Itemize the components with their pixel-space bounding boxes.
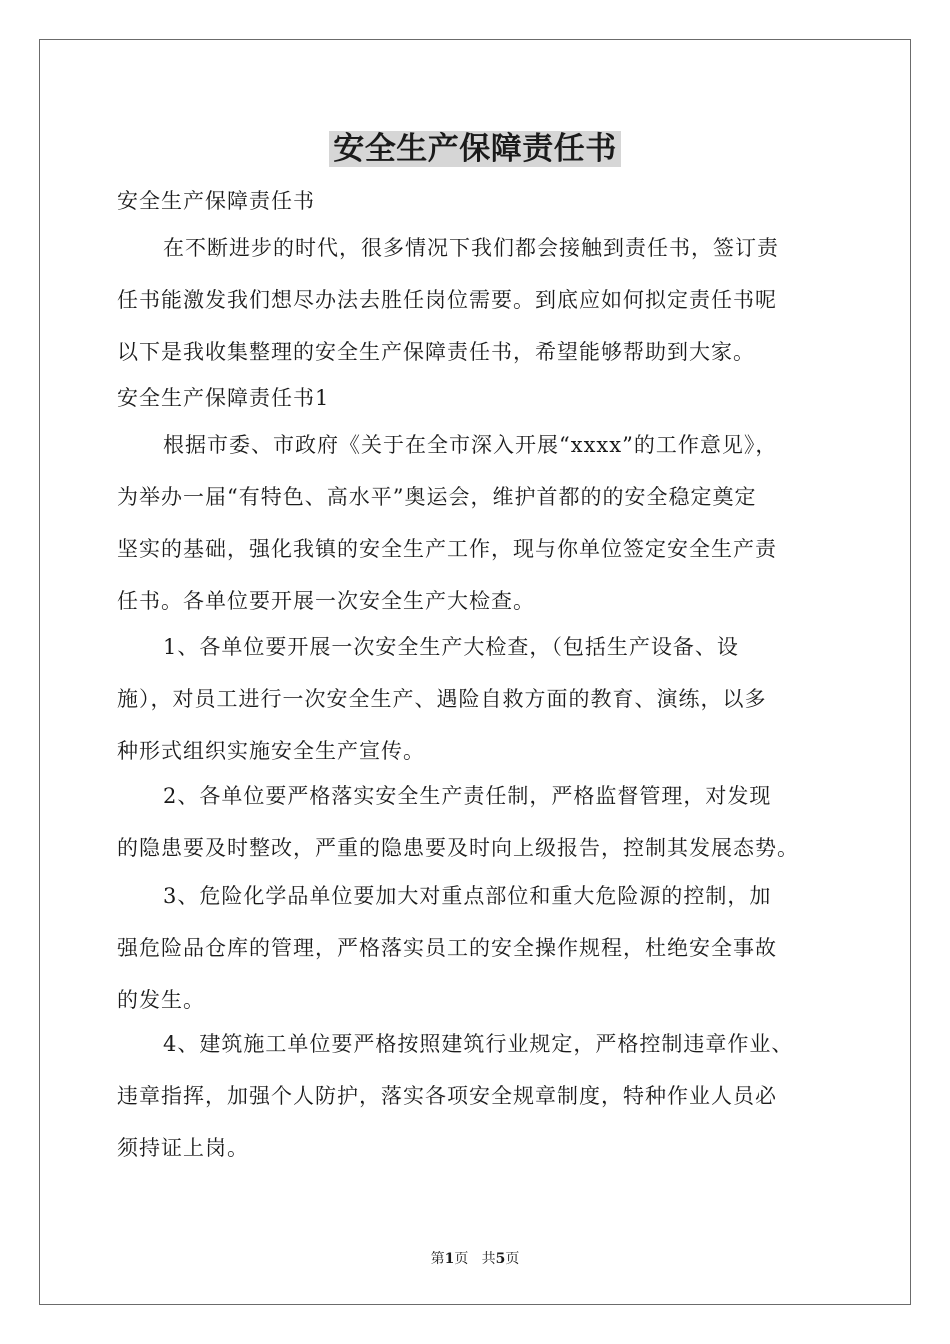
intro-paragraph [117, 222, 837, 378]
item-3-line: 的发生。 [117, 988, 205, 1012]
page-number-suffix: 页 [454, 1251, 469, 1267]
item-4-paragraph [117, 1018, 837, 1174]
section-heading: 安全生产保障责任书1 [117, 386, 330, 410]
item-3-line: 3、危险化学品单位要加大对重点部位和重大危险源的控制，加 [163, 884, 772, 908]
item-2-paragraph [117, 770, 837, 874]
page-total-suffix: 页 [505, 1251, 520, 1267]
basis-line: 为举办一届“有特色、高水平”奥运会，维护首都的的安全稳定奠定 [117, 485, 757, 509]
item-4-line: 违章指挥，加强个人防护，落实各项安全规章制度，特种作业人员必 [117, 1084, 777, 1108]
intro-line: 在不断进步的时代，很多情况下我们都会接触到责任书，签订责 [163, 236, 779, 260]
item-3-paragraph [117, 870, 837, 1026]
item-4-line: 4、建筑施工单位要严格按照建筑行业规定，严格控制违章作业、 [163, 1032, 794, 1056]
basis-paragraph [117, 419, 837, 627]
item-2-line: 的隐患要及时整改，严重的隐患要及时向上级报告，控制其发展态势。 [117, 836, 799, 860]
item-4-line: 须持证上岗。 [117, 1136, 249, 1160]
item-3-line: 强危险品仓库的管理，严格落实员工的安全操作规程，杜绝安全事故 [117, 936, 777, 960]
item-2-line: 2、各单位要严格落实安全生产责任制，严格监督管理，对发现 [163, 784, 772, 808]
basis-line: 任书。各单位要开展一次安全生产大检查。 [117, 589, 535, 613]
page-number-prefix: 第 [430, 1251, 445, 1267]
page-total-count: 5 [495, 1251, 506, 1267]
page-total-prefix: 共 [481, 1251, 496, 1267]
item-1-line: 1、各单位要开展一次安全生产大检查，（包括生产设备、设 [163, 635, 739, 659]
document-title-text: 安全生产保障责任书 [329, 131, 621, 167]
document-title [0, 126, 950, 172]
intro-line: 任书能激发我们想尽办法去胜任岗位需要。到底应如何拟定责任书呢 [117, 288, 777, 312]
item-1-line: 种形式组织实施安全生产宣传。 [117, 739, 425, 763]
basis-line: 根据市委、市政府《关于在全市深入开展“xxxx”的工作意见》， [163, 433, 778, 457]
basis-line: 坚实的基础，强化我镇的安全生产工作，现与你单位签定安全生产责 [117, 537, 777, 561]
item-1-paragraph [117, 621, 837, 777]
item-1-line: 施），对员工进行一次安全生产、遇险自救方面的教育、演练，以多 [117, 687, 767, 711]
page-number-current: 1 [444, 1251, 455, 1267]
intro-line: 以下是我收集整理的安全生产保障责任书，希望能够帮助到大家。 [117, 340, 755, 364]
document-subtitle: 安全生产保障责任书 [117, 189, 315, 213]
page-footer [0, 1250, 950, 1268]
